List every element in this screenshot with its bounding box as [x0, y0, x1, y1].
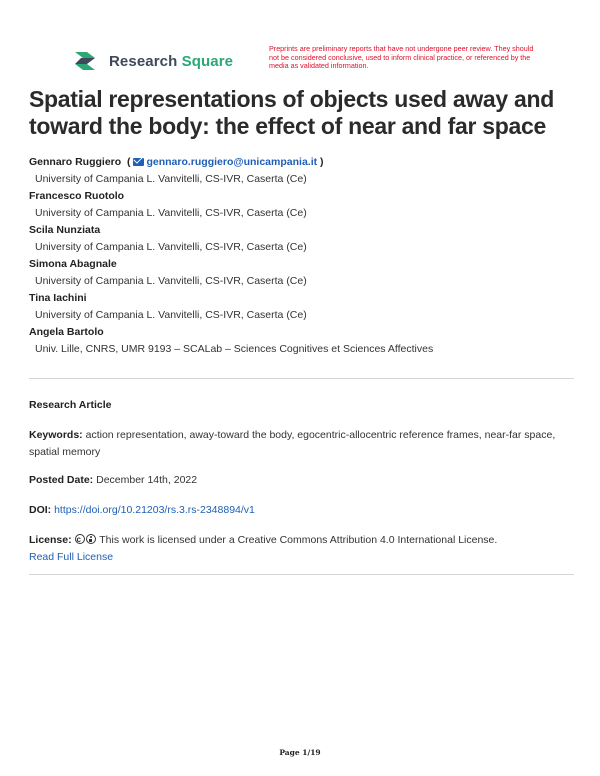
posted-date — [29, 472, 574, 489]
keywords — [29, 427, 574, 461]
author-name: Simona Abagnale — [29, 258, 117, 270]
divider — [29, 574, 574, 575]
brand-research: Research — [109, 52, 178, 70]
brand-square: Square — [181, 52, 234, 70]
author-affiliation: University of Campania L. Vanvitelli, CS-IVR, Caserta (Ce) — [35, 309, 307, 321]
research-square-logo-icon — [73, 49, 103, 73]
envelope-icon — [133, 158, 144, 166]
author-list — [29, 154, 574, 358]
author-affiliation: University of Campania L. Vanvitelli, CS-IVR, Caserta (Ce) — [35, 241, 307, 253]
read-full-license-link[interactable]: Read Full License — [29, 551, 114, 563]
research-square-logo[interactable] — [73, 49, 233, 73]
divider — [29, 378, 574, 379]
article-type-label: Research Article — [29, 399, 112, 411]
author-email-link[interactable] — [133, 156, 317, 168]
author-entry — [29, 154, 574, 188]
author-name: Gennaro Ruggiero — [29, 156, 122, 168]
posted-date-value: December 14th, 2022 — [96, 474, 198, 486]
keywords-label: Keywords: — [29, 429, 83, 441]
author-entry — [29, 188, 574, 222]
article-type — [29, 397, 574, 414]
license-label: License: — [29, 534, 72, 546]
author-entry — [29, 290, 574, 324]
posted-date-label: Posted Date: — [29, 474, 94, 486]
author-name: Tina Iachini — [29, 292, 87, 304]
author-affiliation: University of Campania L. Vanvitelli, CS-IVR, Caserta (Ce) — [35, 275, 307, 287]
doi-label: DOI: — [29, 504, 52, 516]
author-name-line: Gennaro Ruggiero ( gennaro.ruggiero@unicampania.it ) — [29, 156, 324, 168]
doi — [29, 502, 574, 519]
author-email: gennaro.ruggiero@unicampania.it — [146, 156, 318, 168]
license-text: This work is licensed under a Creative Commons Attribution 4.0 International License. — [99, 534, 498, 546]
paper-title: Spatial representations of objects used away and toward the body: the effect of near and far space — [29, 86, 554, 139]
author-entry — [29, 222, 574, 256]
author-name: Angela Bartolo — [29, 326, 104, 338]
author-entry — [29, 324, 574, 358]
page-number: Page 1/19 — [279, 748, 321, 757]
preprint-disclaimer: Preprints are preliminary reports that have not undergone peer review. They should not be considered conclusive, used to inform clinical practice, or referenced by the media as validated information. — [269, 44, 534, 71]
attribution-icon — [86, 534, 96, 544]
author-entry — [29, 256, 574, 290]
brand-name — [109, 53, 233, 70]
author-affiliation: Univ. Lille, CNRS, UMR 9193 – SCALab – Sciences Cognitives et Sciences Affectives — [35, 343, 434, 355]
author-affiliation: University of Campania L. Vanvitelli, CS-IVR, Caserta (Ce) — [35, 207, 307, 219]
author-name: Scila Nunziata — [29, 224, 101, 236]
keywords-value: action representation, away-toward the body, egocentric-allocentric reference frames, near-far space, spatial memory — [29, 429, 556, 458]
author-affiliation: University of Campania L. Vanvitelli, CS-IVR, Caserta (Ce) — [35, 173, 307, 185]
license — [29, 532, 574, 566]
creative-commons-icon — [75, 534, 85, 544]
doi-link[interactable]: https://doi.org/10.21203/rs.3.rs-2348894/v1 — [54, 504, 255, 516]
author-name: Francesco Ruotolo — [29, 190, 125, 202]
